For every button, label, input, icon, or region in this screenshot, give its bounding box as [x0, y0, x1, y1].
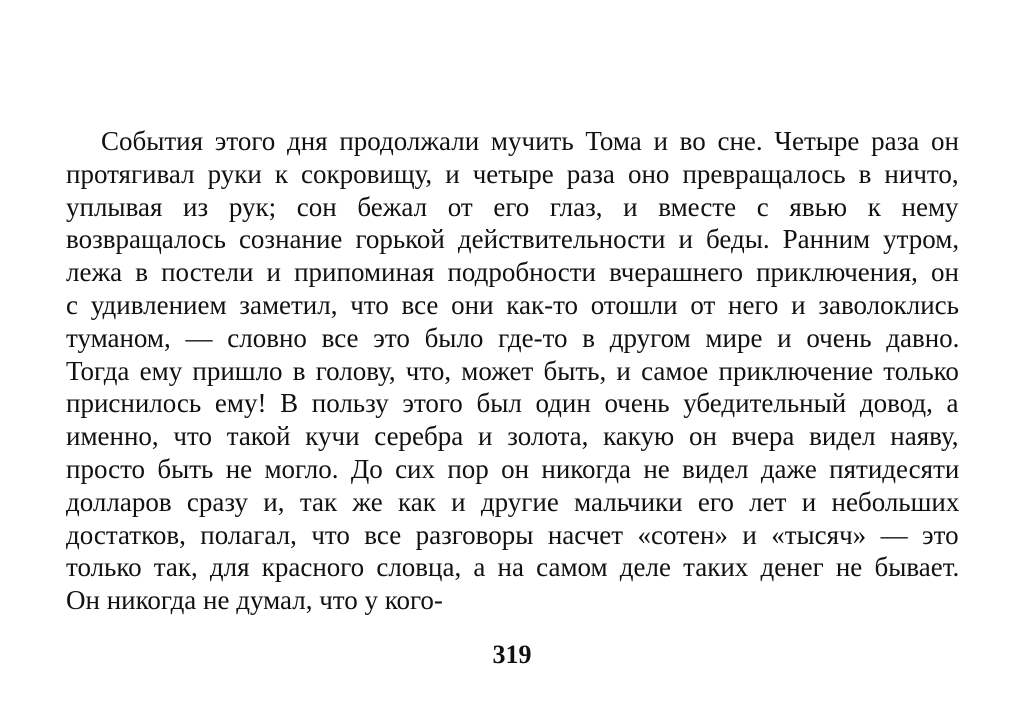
body-paragraph [66, 125, 959, 617]
paragraph-line: приснилось ему! В пользу этого был один очень убедительный довод, а [66, 388, 959, 419]
paragraph-line: Тогда ему пришло в голову, что, может быть, и самое приключение только [66, 355, 959, 386]
paragraph-line: уплывая из рук; сон бежал от его глаз, и вместе с явью к нему [66, 191, 959, 222]
paragraph-line: долларов сразу и, так же как и другие мальчики его лет и небольших [66, 486, 960, 517]
paragraph-line: Он никогда не думал, что у кого- [66, 585, 443, 616]
paragraph-line: с удивлением заметил, что все они как-то отошли от него и заволоклись [66, 289, 959, 320]
paragraph-line: просто быть не могло. До сих пор он никогда не видел даже пятидесяти [66, 453, 960, 484]
paragraph-line: туманом, — словно все это было где-то в другом мире и очень давно. [66, 322, 960, 353]
paragraph-line: достатков, полагал, что все разговоры насчет «сотен» и «тысяч» — это [66, 519, 959, 550]
paragraph-line: События этого дня продолжали мучить Тома и во сне. Четыре раза он [101, 126, 959, 156]
paragraph-line: лежа в постели и припоминая подробности вчерашнего приключения, он [66, 257, 959, 288]
paragraph-line: возвращалось сознание горькой действительности и беды. Ранним утром, [66, 224, 960, 255]
paragraph-line: протягивал руки к сокровищу, и четыре раза оно превращалось в ничто, [66, 158, 959, 189]
paragraph-line: именно, что такой кучи серебра и золота, какую он вчера видел наяву, [66, 421, 959, 452]
page-number: 319 [492, 640, 532, 669]
paragraph-line: только так, для красного словца, а на самом деле таких денег не бывает. [66, 552, 960, 583]
